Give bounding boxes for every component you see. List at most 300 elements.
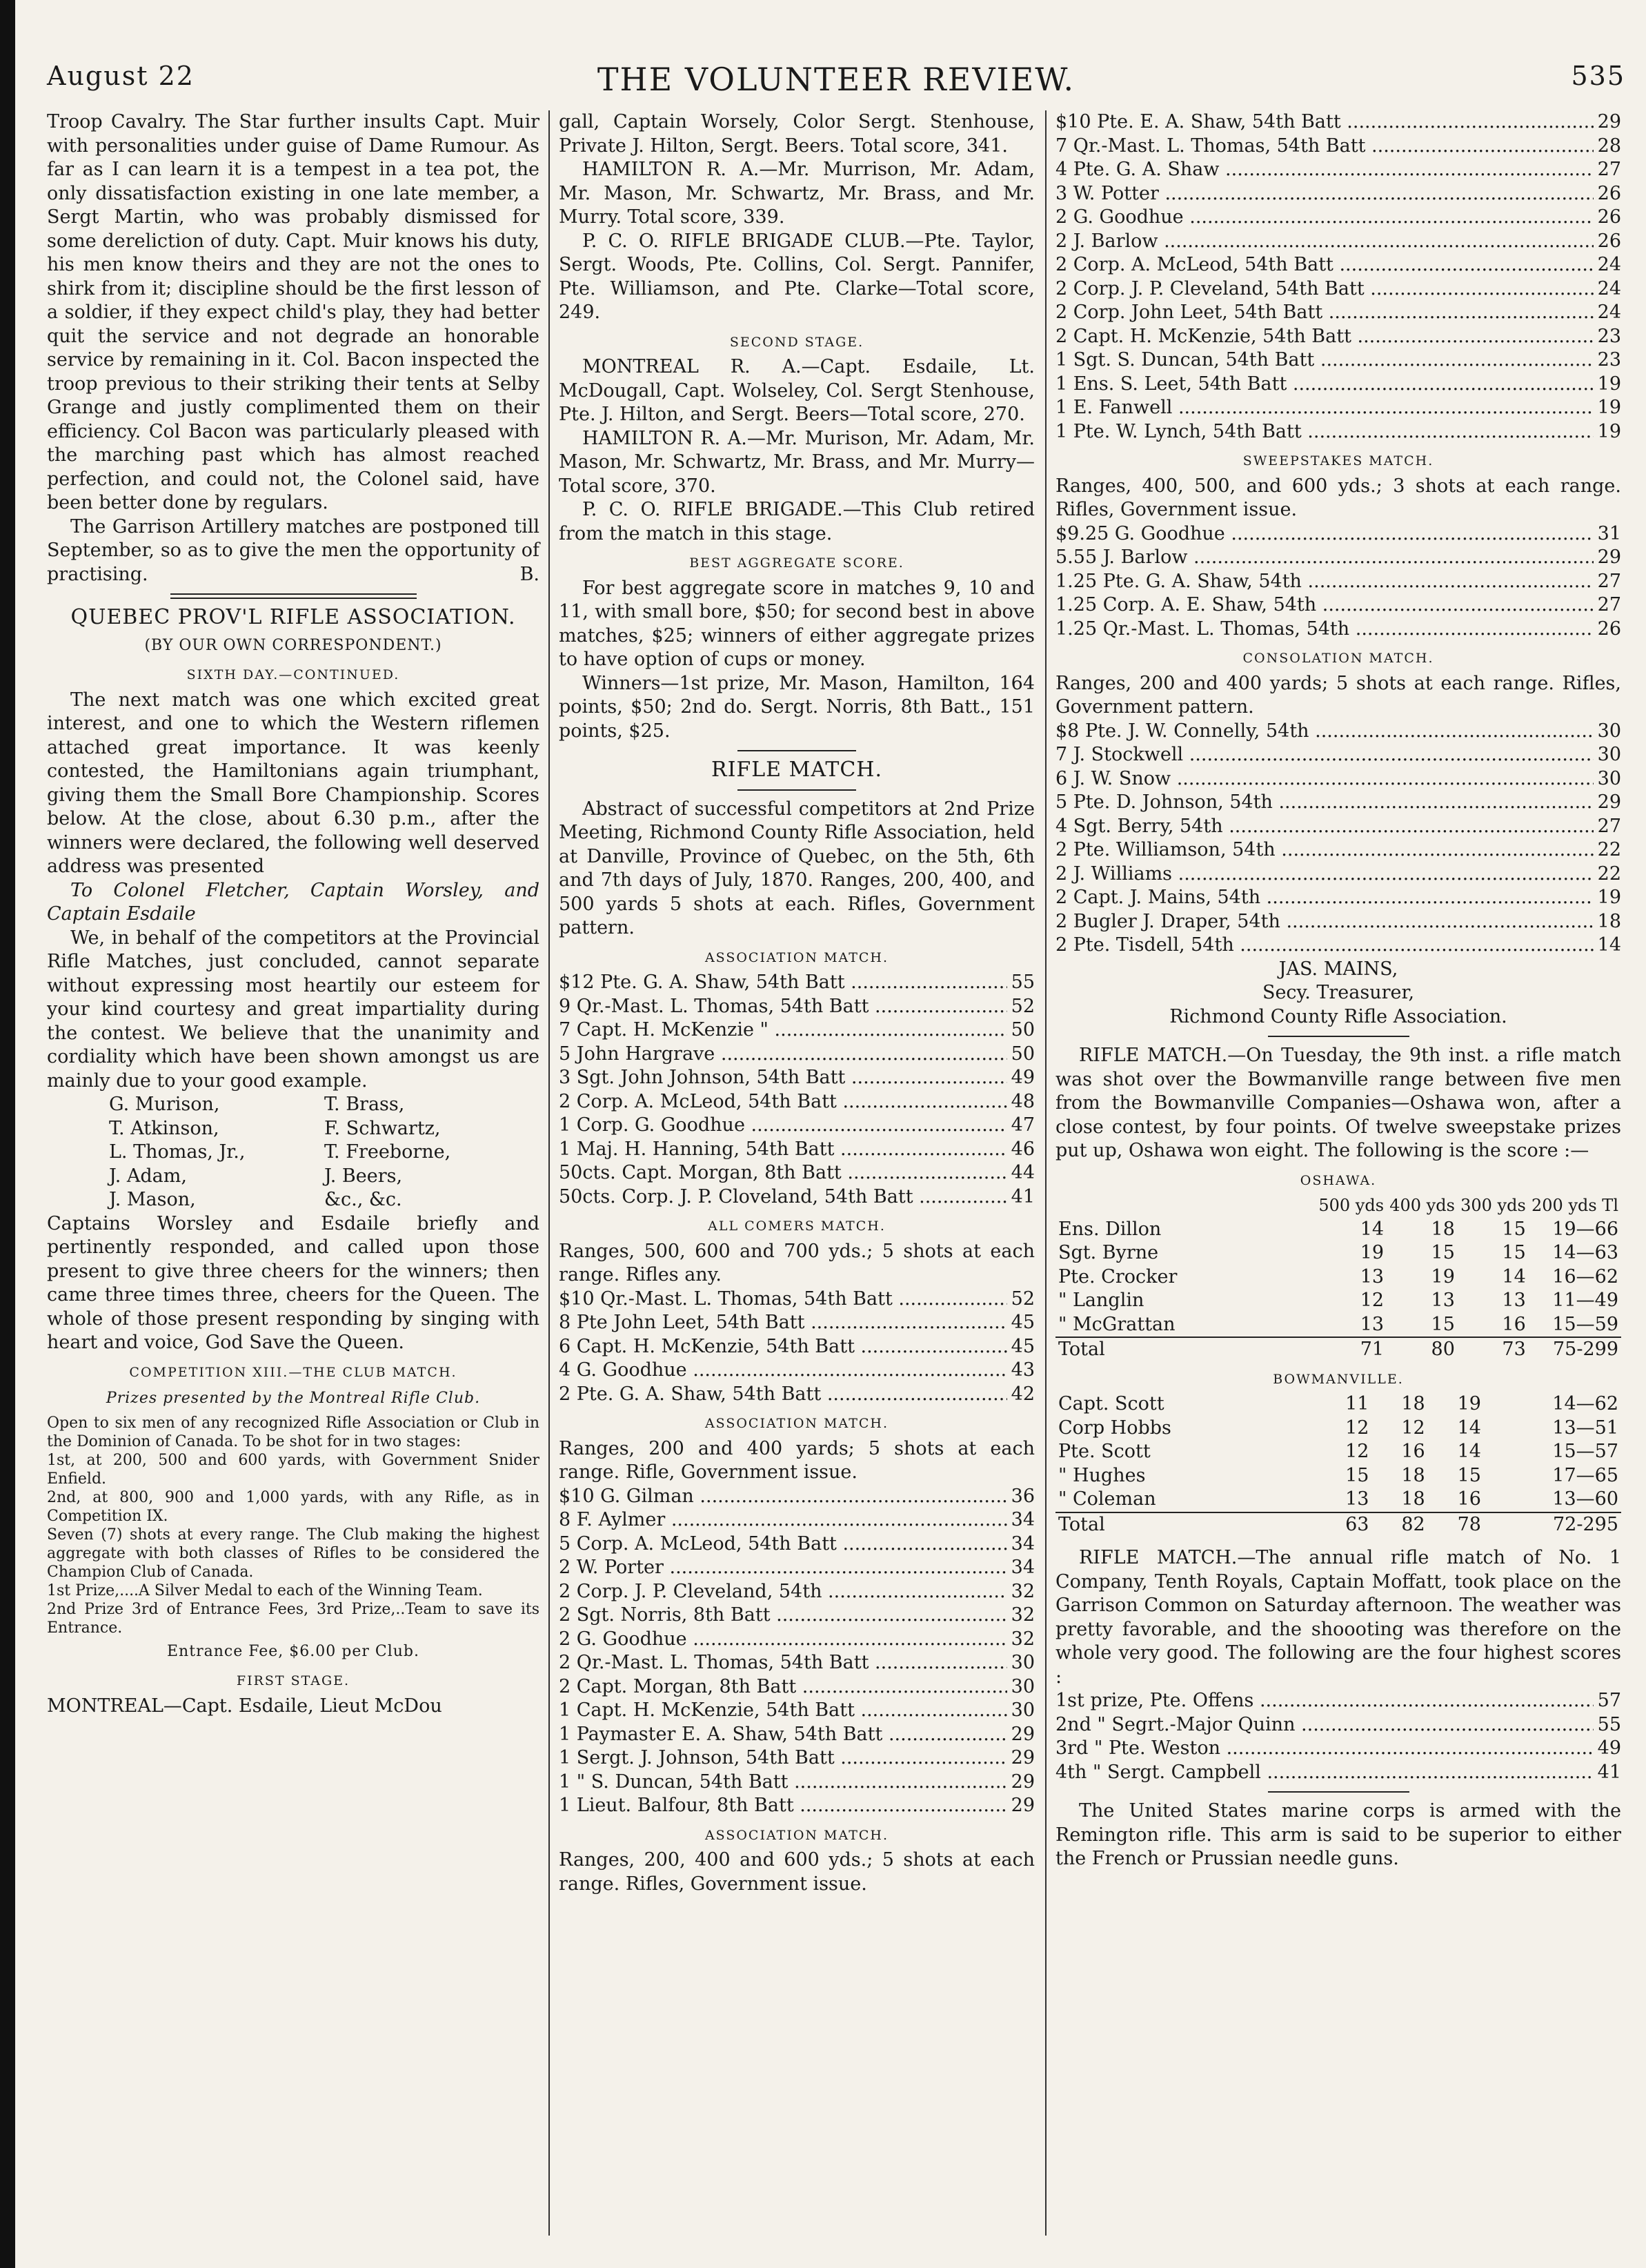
list-item: [1055, 910, 1621, 934]
competitor-name: 2 Bugler J. Draper, 54th .....: [1055, 910, 1594, 934]
list-item: [559, 1335, 1035, 1359]
subheading: ASSOCIATION MATCH.: [704, 1827, 889, 1843]
score-table-bowmanville: [1055, 1392, 1621, 1537]
table-cell: 13: [1502, 1290, 1526, 1311]
section-heading: RIFLE MATCH.: [711, 758, 882, 782]
competitor-name: 50cts. Capt. Morgan, 8th Batt .....: [559, 1161, 1007, 1185]
table-cell: Ens. Dillon: [1058, 1218, 1162, 1240]
paragraph: HAMILTON R. A.—Mr. Murison, Mr. Adam, Mr. Mason, Mr. Schwartz, Mr. Brass, and Mr. Murry—Total score, 370.: [559, 427, 1035, 497]
score-value: 30: [1011, 1699, 1035, 1721]
score-value: 46: [1011, 1138, 1035, 1160]
score-value: 19: [1597, 373, 1621, 395]
competitor-name: 7 J. Stockwell .....: [1055, 743, 1594, 767]
table-cell: 14—62: [1552, 1393, 1618, 1414]
score-value: 52: [1011, 1288, 1035, 1310]
score-value: 19: [1597, 397, 1621, 418]
competitor-name: 9 Qr.-Mast. L. Thomas, 54th Batt .....: [559, 995, 1007, 1019]
list-item: [1055, 546, 1621, 570]
competitor-name: 1 Maj. H. Hanning, 54th Batt .....: [559, 1138, 1007, 1162]
score-value: 30: [1597, 720, 1621, 742]
competitor-name: 1.25 Corp. A. E. Shaw, 54th .....: [1055, 593, 1594, 618]
table-cell: 15: [1345, 1464, 1369, 1486]
table-cell: 15: [1431, 1242, 1455, 1263]
score-value: 26: [1597, 206, 1621, 228]
list-item: [559, 1043, 1035, 1067]
paragraph: HAMILTON R. A.—Mr. Murrison, Mr. Adam, Mr. Mason, Mr. Schwartz, Mr. Brass, and Mr. Murry. Total score, 339.: [559, 159, 1035, 228]
list-item: [1055, 791, 1621, 815]
competitor-name: 2 Pte. Williamson, 54th .....: [1055, 838, 1594, 862]
competitor-name: 6 Capt. H. McKenzie, 54th Batt .....: [559, 1335, 1007, 1359]
score-value: 42: [1011, 1383, 1035, 1405]
list-item: [1055, 230, 1621, 254]
table-body: [1055, 1194, 1621, 1362]
list-item: [559, 1628, 1035, 1652]
score-value: 41: [1597, 1761, 1621, 1783]
list-item: [559, 1532, 1035, 1557]
competitor-name: 1 Capt. H. McKenzie, 54th Batt .....: [559, 1699, 1007, 1723]
table-cell: 12: [1345, 1417, 1369, 1439]
paragraph: gall, Captain Worsely, Color Sergt. Stenhouse, Private J. Hilton, Sergt. Beers. Total score, 341.: [559, 111, 1035, 157]
score-value: 24: [1597, 254, 1621, 275]
table-cell: 16: [1401, 1441, 1425, 1462]
competitor-name: 1 Corp. G. Goodhue .....: [559, 1114, 1007, 1138]
list-item: [559, 1485, 1035, 1509]
score-value: 30: [1011, 1675, 1035, 1697]
table-cell: 80: [1431, 1339, 1455, 1360]
table-cell: 16: [1502, 1313, 1526, 1335]
competitor-name: 5.55 J. Barlow .....: [1055, 546, 1594, 570]
table-cell: 16—62: [1552, 1265, 1618, 1288]
list-item: [1055, 1689, 1621, 1713]
paragraph: MONTREAL—Capt. Esdaile, Lieut McDou: [47, 1695, 442, 1717]
table-cell: " Coleman: [1058, 1488, 1156, 1510]
signer: T. Freeborne,: [324, 1141, 451, 1163]
score-value: 24: [1597, 302, 1621, 323]
score-value: 29: [1011, 1771, 1035, 1793]
table-cell: 17—65: [1552, 1464, 1618, 1486]
header-title: THE VOLUNTEER REVIEW.: [597, 61, 1075, 98]
competitor-name: $10 G. Gilman .....: [559, 1485, 1007, 1509]
score-value: 49: [1011, 1067, 1035, 1088]
competitor-name: $12 Pte. G. A. Shaw, 54th Batt .....: [559, 971, 1007, 995]
table-row: [1055, 1512, 1621, 1537]
score-list: [559, 971, 1035, 1209]
competitor-name: 4 Sgt. Berry, 54th .....: [1055, 815, 1594, 839]
competitor-name: 1 Paymaster E. A. Shaw, 54th Batt .....: [559, 1723, 1007, 1747]
competitor-name: 2 G. Goodhue .....: [1055, 206, 1594, 230]
competitor-name: 7 Capt. H. McKenzie " .....: [559, 1018, 1007, 1043]
score-list: [559, 1485, 1035, 1818]
competitor-name: 2 Capt. H. McKenzie, 54th Batt .....: [1055, 325, 1594, 349]
subheading: ASSOCIATION MATCH.: [704, 1416, 889, 1431]
paragraph: Captains Worsley and Esdaile briefly and pertinently responded, and called upon those present to give three cheers for the winners; then came three times three, cheers for the Queen. The whole of those present responding by singing with heart and voice, God Save the Queen.: [47, 1212, 539, 1353]
competitor-name: 1 Ens. S. Leet, 54th Batt .....: [1055, 373, 1594, 397]
signer: T. Atkinson,: [109, 1117, 219, 1139]
table-cell: 19—66: [1552, 1218, 1618, 1240]
paragraph: Troop Cavalry. The Star further insults Capt. Muir with personalities under guise of Dame Rumour. As far as I can learn it is a tempest in a tea pot, the only dissatisfaction existing in one late member, a Sergt Martin, who was probably dismissed for some dereliction of duty. Capt. Muir knows his duty, his men know theirs and they are not the ones to shirk from it; discipline should be the first lesson of a soldier, if they expect child's play, they had better quit the service and not degrade an honorable service by remaining in it. Col. Bacon inspected the troop previous to their striking their tents at Selby Grange and justly complimented them on their efficiency. Col Bacon was particularly pleased with the marching past which has almost reached perfection, and could not, the Colonel said, have been better done by regulars.: [47, 111, 539, 513]
list-item: [1055, 720, 1621, 744]
header-date: August 22: [47, 61, 195, 91]
competitor-name: $10 Pte. E. A. Shaw, 54th Batt .....: [1055, 110, 1594, 135]
table-cell: 14—63: [1552, 1242, 1618, 1263]
signer: &c., &c.: [324, 1189, 402, 1210]
list-item: [1055, 593, 1621, 618]
competitor-name: 1 Sergt. J. Johnson, 54th Batt .....: [559, 1746, 1007, 1771]
table-cell: 18: [1431, 1218, 1455, 1240]
table-cell: 78: [1457, 1513, 1481, 1535]
section-rule: [737, 750, 857, 751]
competitor-name: $9.25 G. Goodhue .....: [1055, 522, 1594, 546]
list-item: [1055, 253, 1621, 277]
list-item: [559, 1746, 1035, 1771]
table-cell: 63: [1345, 1513, 1369, 1535]
table-row: [1055, 1337, 1621, 1362]
score-list: [1055, 110, 1621, 444]
competitor-name: 3rd " Pte. Weston .....: [1055, 1737, 1594, 1761]
competitor-name: $10 Qr.-Mast. L. Thomas, 54th Batt .....: [559, 1288, 1007, 1312]
score-value: 29: [1597, 791, 1621, 813]
list-item: [559, 1138, 1035, 1162]
score-value: 32: [1011, 1628, 1035, 1650]
list-item: [559, 1651, 1035, 1675]
competitor-name: 2nd " Segrt.-Major Quinn .....: [1055, 1713, 1594, 1737]
score-value: 29: [1597, 111, 1621, 132]
table-cell: 18: [1401, 1464, 1425, 1486]
list-item: [559, 995, 1035, 1019]
table-cell: 11: [1345, 1393, 1369, 1414]
competitor-name: 2 Corp. J. P. Cleveland, 54th .....: [559, 1580, 1007, 1604]
table-cell: 15: [1502, 1218, 1526, 1240]
score-value: 26: [1597, 182, 1621, 204]
paragraph: For best aggregate score in matches 9, 10 and 11, with small bore, $50; for second best in above matches, $25; winners of either aggregate prizes to have option of cups or money.: [559, 577, 1035, 670]
column-rule: [548, 110, 550, 2236]
competitor-name: 1 " S. Duncan, 54th Batt .....: [559, 1771, 1007, 1795]
score-value: 30: [1597, 744, 1621, 765]
section-rule: [1268, 1791, 1409, 1793]
table-cell: 400 yds: [1389, 1196, 1455, 1215]
paragraph: Ranges, 200, 400 and 600 yds.; 5 shots at each range. Rifles, Government issue.: [559, 1849, 1035, 1895]
list-item: [559, 1018, 1035, 1043]
table-cell: 19: [1431, 1265, 1455, 1288]
table-cell: 12: [1345, 1441, 1369, 1462]
list-item: [559, 1114, 1035, 1138]
list-item: [559, 1508, 1035, 1532]
list-item: [1055, 396, 1621, 420]
score-value: 48: [1011, 1090, 1035, 1112]
competitor-name: 50cts. Corp. J. P. Cloveland, 54th Batt .....: [559, 1185, 1007, 1210]
subheading: SWEEPSTAKES MATCH.: [1242, 453, 1434, 469]
list-item: [1055, 618, 1621, 642]
signer: L. Thomas, Jr.,: [109, 1141, 246, 1163]
table-cell: 12: [1401, 1417, 1425, 1439]
subheading: ASSOCIATION MATCH.: [704, 949, 889, 965]
list-item: [559, 1066, 1035, 1090]
column-2: [559, 110, 1035, 1896]
list-item: [559, 971, 1035, 995]
prize-line: 1st Prize,....A Silver Medal to each of the Winning Team.: [47, 1581, 483, 1599]
table-cell: Corp Hobbs: [1058, 1417, 1171, 1439]
table-cell: [1055, 1194, 1316, 1218]
table-row: [1055, 1194, 1621, 1218]
competitor-name: 2 Corp. J. P. Cleveland, 54th Batt .....: [1055, 277, 1594, 302]
paragraph: Ranges, 400, 500, and 600 yds.; 3 shots at each range. Rifles, Government issue.: [1055, 475, 1621, 520]
score-value: 52: [1011, 995, 1035, 1017]
competitor-name: 5 John Hargrave .....: [559, 1043, 1007, 1067]
competitor-name: 2 Sgt. Norris, 8th Batt .....: [559, 1604, 1007, 1628]
signer: J. Mason,: [109, 1189, 196, 1210]
list-item: [559, 1580, 1035, 1604]
table-cell: Capt. Scott: [1058, 1393, 1164, 1414]
score-value: 55: [1011, 972, 1035, 993]
list-item: [1055, 570, 1621, 594]
score-value: 50: [1011, 1019, 1035, 1041]
page-header: [47, 61, 1625, 102]
signature-org: Richmond County Rifle Association.: [1169, 1005, 1507, 1027]
table-cell: 14: [1502, 1265, 1526, 1288]
table-cell: 15: [1431, 1313, 1455, 1335]
table-cell: 13—60: [1552, 1488, 1618, 1510]
list-item: [559, 1723, 1035, 1747]
section-rule: [170, 593, 417, 599]
score-value: 29: [1011, 1795, 1035, 1816]
competitor-name: 2 Pte. Tisdell, 54th .....: [1055, 934, 1594, 958]
subheading: FIRST STAGE.: [236, 1673, 350, 1688]
subheading: CONSOLATION MATCH.: [1242, 651, 1434, 666]
paragraph: P. C. O. RIFLE BRIGADE CLUB.—Pte. Taylor, Sergt. Woods, Pte. Collins, Col. Sergt. Pannifer, Pte. Williamson, and Pte. Clarke—Total score, 249.: [559, 230, 1035, 323]
page-edge-bar: [0, 0, 15, 2268]
table-cell: 82: [1401, 1513, 1425, 1535]
list-item: [1055, 767, 1621, 791]
subheading: ALL COMERS MATCH.: [708, 1219, 886, 1234]
table-row: [1055, 1488, 1621, 1512]
score-table-oshawa: [1055, 1194, 1621, 1362]
subheading: BOWMANVILLE.: [1273, 1371, 1404, 1387]
table-row: [1055, 1392, 1621, 1417]
competitor-name: $8 Pte. J. W. Connelly, 54th .....: [1055, 720, 1594, 744]
score-value: 27: [1597, 815, 1621, 837]
table-row: [1055, 1265, 1621, 1290]
section-rule: [737, 789, 857, 791]
table-cell: 11—49: [1552, 1290, 1618, 1311]
paragraph: Abstract of successful competitors at 2nd Prize Meeting, Richmond County Rifle Association, held at Danville, Province of Quebec, on the 5th, 6th and 7th days of July, 1870. Ranges, 200, 400, and 500 yards 5 shots at each. Rifles, Government pattern.: [559, 798, 1035, 938]
list-item: [559, 1675, 1035, 1699]
table-cell: 15—57: [1552, 1441, 1618, 1462]
score-list: [1055, 720, 1621, 958]
list-item: [1055, 420, 1621, 444]
table-cell: Sgt. Byrne: [1058, 1242, 1159, 1263]
header-page-number: 535: [1571, 61, 1625, 91]
table-cell: 200 yds Tl: [1531, 1196, 1618, 1215]
score-value: 26: [1597, 230, 1621, 252]
score-list: [1055, 1689, 1621, 1784]
list-item: [1055, 182, 1621, 206]
list-item: [1055, 838, 1621, 862]
competitor-name: 6 J. W. Snow .....: [1055, 767, 1594, 791]
table-cell: Total: [1058, 1339, 1105, 1360]
signature-name: JAS. MAINS,: [1278, 958, 1398, 980]
score-value: 14: [1597, 934, 1621, 956]
fine-text: 2nd, at 800, 900 and 1,000 yards, with any Rifle, as in Competition IX.: [47, 1488, 539, 1525]
table-cell: " McGrattan: [1058, 1313, 1176, 1335]
address-to: To Colonel Fletcher, Captain Worsley, and Captain Esdaile: [47, 879, 539, 925]
paragraph: Ranges, 500, 600 and 700 yds.; 5 shots at each range. Rifles any.: [559, 1240, 1035, 1285]
list-item: [559, 1794, 1035, 1818]
score-list: [1055, 522, 1621, 642]
competitor-name: 3 W. Potter .....: [1055, 182, 1594, 206]
signer: T. Brass,: [324, 1094, 405, 1115]
competitor-name: 3 Sgt. John Johnson, 54th Batt .....: [559, 1066, 1007, 1090]
score-value: 27: [1597, 159, 1621, 180]
score-value: 55: [1597, 1713, 1621, 1735]
paragraph: RIFLE MATCH.—The annual rifle match of No. 1 Company, Tenth Royals, Captain Moffatt, took place on the Garrison Common on Saturday afternoon. The weather was pretty favorable, and the shoooting was therefore on the whole very good. The following are the four highest scores :: [1055, 1547, 1621, 1688]
score-value: 44: [1011, 1162, 1035, 1183]
list-item: [1055, 1737, 1621, 1761]
paragraph: P. C. O. RIFLE BRIGADE.—This Club retired from the match in this stage.: [559, 499, 1035, 544]
subheading: COMPETITION XIII.—THE CLUB MATCH.: [129, 1364, 457, 1380]
subheading: SECOND STAGE.: [729, 334, 864, 350]
table-cell: 500 yds: [1318, 1196, 1385, 1215]
fine-text: Open to six men of any recognized Rifle Association or Club in the Dominion of Canada. To be shot for in two stages:: [47, 1414, 539, 1450]
list-item: [1055, 522, 1621, 546]
paragraph: The United States marine corps is armed with the Remington rifle. This arm is said to be superior to either the French or Prussian needle guns.: [1055, 1800, 1621, 1869]
list-item: [559, 1771, 1035, 1795]
list-item: [1055, 886, 1621, 910]
column-1: [47, 110, 539, 1718]
list-item: [1055, 277, 1621, 302]
fine-text: Seven (7) shots at every range. The Club making the highest aggregate with both classes of Rifles to be considered the Champion Club of Canada.: [47, 1526, 539, 1581]
score-value: 45: [1011, 1335, 1035, 1357]
byline: (BY OUR OWN CORRESPONDENT.): [144, 636, 442, 654]
score-value: 50: [1011, 1043, 1035, 1065]
list-item: [559, 1359, 1035, 1383]
table-cell: 15: [1457, 1464, 1481, 1486]
score-value: 32: [1011, 1580, 1035, 1602]
competitor-name: 2 Capt. J. Mains, 54th .....: [1055, 886, 1594, 910]
competitor-name: 1 Lieut. Balfour, 8th Batt .....: [559, 1794, 1007, 1818]
competitor-name: 2 W. Porter .....: [559, 1556, 1007, 1580]
score-value: 49: [1597, 1737, 1621, 1759]
table-cell: 15—59: [1552, 1313, 1618, 1335]
table-cell: 73: [1502, 1339, 1526, 1360]
score-value: 34: [1011, 1557, 1035, 1578]
signer: J. Adam,: [109, 1165, 187, 1187]
paragraph: Winners—1st prize, Mr. Mason, Hamilton, 164 points, $50; 2nd do. Sergt. Norris, 8th Batt., 151 points, $25.: [559, 672, 1035, 742]
subheading: BEST AGGREGATE SCORE.: [689, 555, 904, 571]
competitor-name: 1st prize, Pte. Offens .....: [1055, 1689, 1594, 1713]
table-cell: Total: [1058, 1513, 1105, 1535]
competitor-name: 2 Corp. A. McLeod, 54th Batt .....: [1055, 253, 1594, 277]
list-item: [559, 1090, 1035, 1114]
list-item: [559, 1311, 1035, 1335]
list-item: [1055, 301, 1621, 325]
score-value: 26: [1597, 618, 1621, 640]
competitor-name: 2 Pte. G. A. Shaw, 54th Batt .....: [559, 1383, 1007, 1407]
score-value: 29: [1011, 1723, 1035, 1745]
score-list: [559, 1288, 1035, 1407]
table-cell: 72-295: [1552, 1513, 1618, 1535]
table-row: [1055, 1417, 1621, 1441]
list-item: [1055, 1761, 1621, 1785]
table-cell: 13: [1345, 1488, 1369, 1510]
competitor-name: 5 Pte. D. Johnson, 54th .....: [1055, 791, 1594, 815]
list-item: [1055, 815, 1621, 839]
table-cell: 13: [1360, 1313, 1385, 1335]
list-item: [1055, 934, 1621, 958]
score-value: 29: [1597, 546, 1621, 568]
competitor-name: 1 E. Fanwell .....: [1055, 396, 1594, 420]
table-body: [1055, 1392, 1621, 1537]
score-value: 30: [1011, 1652, 1035, 1673]
section-rule: [1268, 1036, 1409, 1037]
table-row: [1055, 1289, 1621, 1313]
paragraph: We, in behalf of the competitors at the Provincial Rifle Matches, just concluded, cannot separate without expressing most heartily our esteem for your kind courtesy and great impartiality during the contest. We believe that the unanimity and cordiality which have been shown amongst us are mainly due to your good example.: [47, 927, 539, 1092]
table-cell: 15: [1502, 1242, 1526, 1263]
score-value: 22: [1597, 839, 1621, 860]
competitor-name: 2 Qr.-Mast. L. Thomas, 54th Batt .....: [559, 1651, 1007, 1675]
list-item: [559, 1161, 1035, 1185]
column-3: [1055, 110, 1621, 1871]
paragraph: RIFLE MATCH.—On Tuesday, the 9th inst. a rifle match was shot over the Bowmanville range between five men from the Bowmanville Companies—Oshawa won, after a close contest, by four points. Of twelve sweepstake prizes put up, Oshawa won eight. The following is the score :—: [1055, 1045, 1621, 1161]
score-value: 41: [1011, 1185, 1035, 1207]
fine-text: 1st, at 200, 500 and 600 yards, with Government Snider Enfield.: [47, 1451, 539, 1488]
table-cell: 14: [1457, 1441, 1481, 1462]
list-item: [1055, 206, 1621, 230]
section-heading: QUEBEC PROV'L RIFLE ASSOCIATION.: [70, 605, 516, 629]
column-rule: [1045, 110, 1047, 2236]
paragraph: Ranges, 200 and 400 yards; 5 shots at each range. Rifles, Government pattern.: [1055, 672, 1621, 718]
list-item: [559, 1288, 1035, 1312]
score-value: 19: [1597, 887, 1621, 908]
list-item: [1055, 158, 1621, 182]
score-value: 23: [1597, 349, 1621, 371]
table-cell: " Hughes: [1058, 1464, 1146, 1486]
table-row: [1055, 1241, 1621, 1265]
score-value: 36: [1011, 1485, 1035, 1507]
list-item: [1055, 1713, 1621, 1737]
score-value: 34: [1011, 1532, 1035, 1555]
competitor-name: 2 Corp. John Leet, 54th Batt .....: [1055, 301, 1594, 325]
competitor-name: 2 Corp. A. McLeod, 54th Batt .....: [559, 1090, 1007, 1114]
table-cell: Pte. Scott: [1058, 1441, 1151, 1462]
signer: J. Beers,: [324, 1165, 403, 1187]
table-cell: 19: [1457, 1393, 1481, 1414]
competitor-name: 1.25 Qr.-Mast. L. Thomas, 54th .....: [1055, 618, 1594, 642]
competitor-name: 4th " Sergt. Campbell .....: [1055, 1761, 1594, 1785]
signer: F. Schwartz,: [324, 1117, 441, 1139]
score-value: 27: [1597, 570, 1621, 592]
table-cell: 14: [1360, 1218, 1385, 1240]
prize-line: 2nd Prize 3rd of Entrance Fees, 3rd Prize,..Team to save its Entrance.: [47, 1600, 539, 1637]
score-value: 19: [1597, 420, 1621, 442]
score-value: 28: [1597, 135, 1621, 157]
score-value: 57: [1597, 1690, 1621, 1711]
competitor-name: 2 J. Williams .....: [1055, 862, 1594, 887]
entrance-fee: Entrance Fee, $6.00 per Club.: [167, 1642, 419, 1660]
competitor-name: 4 Pte. G. A. Shaw .....: [1055, 158, 1594, 182]
competitor-name: 7 Qr.-Mast. L. Thomas, 54th Batt .....: [1055, 135, 1594, 159]
list-item: [1055, 862, 1621, 887]
score-value: 32: [1011, 1604, 1035, 1626]
competitor-name: 1.25 Pte. G. A. Shaw, 54th .....: [1055, 570, 1594, 594]
score-value: 22: [1597, 862, 1621, 885]
score-value: 29: [1011, 1747, 1035, 1768]
paragraph: MONTREAL R. A.—Capt. Esdaile, Lt. McDougall, Capt. Wolseley, Col. Sergt Stenhouse, Pte. J. Hilton, and Sergt. Beers—Total score, 270.: [559, 356, 1035, 425]
table-cell: 71: [1360, 1339, 1385, 1360]
score-value: 30: [1597, 767, 1621, 789]
score-value: 24: [1597, 277, 1621, 299]
table-cell: 14: [1457, 1417, 1481, 1439]
competitor-name: 1 Sgt. S. Duncan, 54th Batt .....: [1055, 348, 1594, 373]
